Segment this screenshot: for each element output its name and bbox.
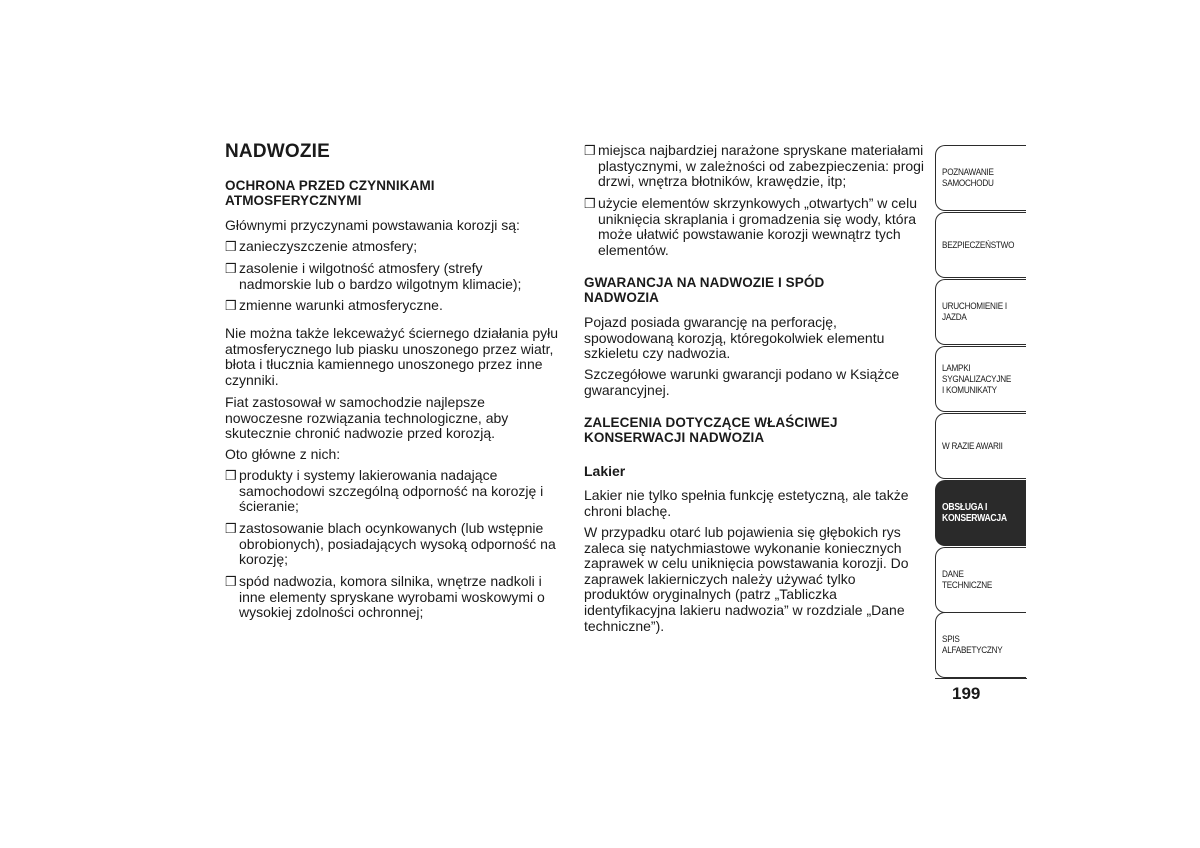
paragraph: Lakier nie tylko spełnia funkcję estetyczną, ale także chroni blachę. <box>584 487 909 519</box>
tab-lampki-sygnalizacyjne[interactable] <box>935 346 1026 412</box>
intro-text: Głównymi przyczynami powstawania korozji są: <box>225 217 520 233</box>
bullet-item: ❒ miejsca najbardziej narażone spryskane materiałami plastycznymi, w zależności od zabezpieczenia: progi drzwi, wnętrza błotników, krawędzie, itp; <box>584 142 925 190</box>
tab-label: URUCHOMIENIE I JAZDA <box>942 301 1007 323</box>
tab-label: W RAZIE AWARII <box>942 440 1003 452</box>
tab-uruchomienie-i-jazda[interactable] <box>935 279 1026 345</box>
paragraph: W przypadku otarć lub pojawienia się głębokich rys zaleca się natychmiastowe wykonanie koniecznych zaprawek w celu uniknięcia powstawania korozji. Do zaprawek lakierniczych należy używać tylko produktów oryginalnych (patrz „Tabliczka identyfikacyjna lakieru nadwozia” w rozdziale „Dane techniczne”). <box>584 524 909 634</box>
tab-label: SPIS ALFABETYCZNY <box>942 634 1003 656</box>
paragraph: Nie można także lekceważyć ściernego działania pyłu atmosferycznego lub piasku unoszonego przez wiatr, błota i tłucznia kamiennego unoszonego przez inne czynniki. <box>225 325 559 388</box>
page-number: 199 <box>952 684 981 703</box>
paragraph: Oto główne z nich: <box>225 446 341 462</box>
divider <box>935 678 1027 679</box>
bullet-item: ❒ zasolenie i wilgotność atmosfery (strefy nadmorskie lub o bardzo wilgotnym klimacie); <box>225 260 522 292</box>
bullet-item: ❒ zmienne warunki atmosferyczne. <box>225 297 443 313</box>
tab-poznawanie-samochodu[interactable] <box>935 145 1026 211</box>
tab-spis-alfabetyczny[interactable] <box>935 612 1026 678</box>
bullet-item: ❒ zastosowanie blach ocynkowanych (lub wstępnie obrobionych), posiadających wysoką odporność na korozję; <box>225 520 556 568</box>
checkbox-bullet-icon: ❒ <box>225 298 237 313</box>
tab-bezpieczenstwo[interactable] <box>935 212 1026 278</box>
checkbox-bullet-icon: ❒ <box>225 574 237 589</box>
checkbox-bullet-icon: ❒ <box>225 521 237 536</box>
paragraph: Pojazd posiada gwarancję na perforację, spowodowaną korozją, któregokolwiek elementu szkieletu czy nadwozia. <box>584 314 885 362</box>
subheading-paint: Lakier <box>584 463 626 479</box>
checkbox-bullet-icon: ❒ <box>584 196 596 211</box>
checkbox-bullet-icon: ❒ <box>225 261 237 276</box>
paragraph: Fiat zastosował w samochodzie najlepsze nowoczesne rozwiązania technologiczne, aby skutecznie chronić nadwozie przed korozją. <box>225 394 509 442</box>
bullet-item: ❒ zanieczyszczenie atmosfery; <box>225 238 418 254</box>
tab-label: OBSŁUGA I KONSERWACJA <box>942 502 1007 524</box>
heading-warranty: GWARANCJA NA NADWOZIE I SPÓD NADWOZIA <box>584 275 825 305</box>
bullet-item: ❒ spód nadwozia, komora silnika, wnętrze nadkoli i inne elementy spryskane wyrobami woskowymi o wysokiej zdolności ochronnej; <box>225 573 545 621</box>
tab-label: DANE TECHNICZNE <box>942 569 993 591</box>
heading-maintenance: ZALECENIA DOTYCZĄCE WŁAŚCIWEJ KONSERWACJI NADWOZIA <box>584 415 838 445</box>
tab-label: POZNAWANIE SAMOCHODU <box>942 167 994 189</box>
tab-label: LAMPKI SYGNALIZACYJNE I KOMUNIKATY <box>942 362 1012 396</box>
bullet-item: ❒ produkty i systemy lakierowania nadające samochodowi szczególną odporność na korozję i ścieranie; <box>225 467 544 515</box>
heading-atmospheric-protection: OCHRONA PRZED CZYNNIKAMI ATMOSFERYCZNYMI <box>225 178 435 208</box>
tab-obsluga-i-konserwacja[interactable] <box>935 480 1026 546</box>
checkbox-bullet-icon: ❒ <box>225 239 237 254</box>
tab-label: BEZPIECZEŃSTWO <box>942 239 1015 251</box>
bullet-item: ❒ użycie elementów skrzynkowych „otwartych” w celu uniknięcia skraplania i gromadzenia się wody, która może ułatwić powstawanie korozji wewnątrz tych elementów. <box>584 195 917 258</box>
checkbox-bullet-icon: ❒ <box>584 143 596 158</box>
section-title: NADWOZIE <box>225 141 331 162</box>
tab-w-razie-awarii[interactable] <box>935 413 1026 479</box>
paragraph: Szczegółowe warunki gwarancji podano w Książce gwarancyjnej. <box>584 366 900 398</box>
tab-dane-techniczne[interactable] <box>935 547 1026 613</box>
checkbox-bullet-icon: ❒ <box>225 468 237 483</box>
